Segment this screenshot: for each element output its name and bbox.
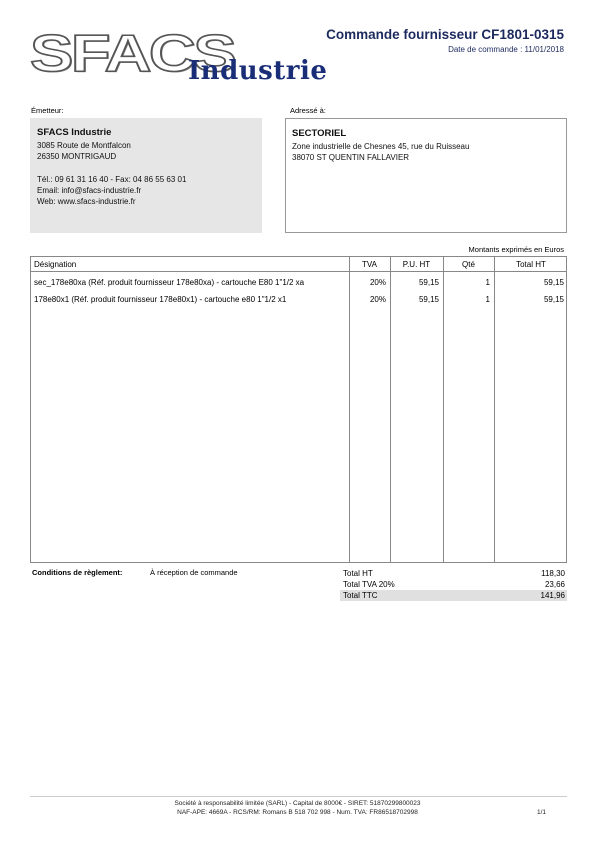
- recipient-name: SECTORIEL: [292, 128, 347, 139]
- sender-label: Émetteur:: [31, 106, 64, 115]
- document-title: Commande fournisseur CF1801-0315: [326, 27, 564, 42]
- logo-subtitle: Industrie: [188, 56, 328, 86]
- payment-terms-label: Conditions de règlement:: [32, 568, 123, 577]
- header-divider: [31, 271, 566, 272]
- sender-web: Web: www.sfacs-industrie.fr: [37, 197, 136, 207]
- logo-wordmark: SFACS: [30, 25, 235, 83]
- total-tva-label: Total TVA 20%: [343, 580, 395, 589]
- order-lines-table: [30, 256, 567, 563]
- recipient-address-line2: 38070 ST QUENTIN FALLAVIER: [292, 153, 410, 163]
- row-unit-price: 59,15: [418, 295, 439, 304]
- sender-address-line2: 26350 MONTRIGAUD: [37, 152, 117, 162]
- total-ttc-row: [340, 590, 567, 601]
- total-ht-row: [340, 568, 567, 579]
- row-designation: sec_178e80xa (Réf. produit fournisseur 178e80xa) - cartouche E80 1"1/2 xa: [34, 278, 305, 287]
- order-date: Date de commande : 11/01/2018: [448, 45, 564, 54]
- total-ttc-value: 141,96: [540, 591, 565, 600]
- page-number: 1/1: [536, 809, 546, 816]
- row-total-ht: 59,15: [543, 278, 564, 287]
- sender-name: SFACS Industrie: [37, 127, 112, 138]
- row-unit-price: 59,15: [418, 278, 439, 287]
- header-unit-price: P.U. HT: [402, 260, 431, 269]
- header-tva: TVA: [362, 260, 377, 269]
- total-ht-value: 118,30: [541, 569, 565, 578]
- sender-phone: Tél.: 09 61 31 16 40 - Fax: 04 86 55 63 01: [37, 174, 187, 184]
- footer-legal-line2: NAF-APE: 4669A - RCS/RM: Romans B 518 702 998 - Num. TVA: FR86518702998: [177, 809, 418, 816]
- sender-box: [30, 118, 262, 233]
- recipient-address-line1: Zone industrielle de Chesnes 45, rue du Ruisseau: [292, 142, 470, 151]
- total-ht-label: Total HT: [343, 569, 373, 578]
- header-quantity: Qté: [462, 260, 475, 269]
- row-designation: 178e80x1 (Réf. produit fournisseur 178e80x1) - cartouche e80 1"1/2 x1: [34, 295, 287, 304]
- row-tva: 20%: [369, 278, 386, 287]
- header-designation: Désignation: [34, 260, 77, 269]
- row-quantity: 1: [485, 278, 490, 287]
- total-ttc-label: Total TTC: [343, 591, 378, 600]
- footer-divider: [30, 796, 567, 797]
- payment-terms-value: À réception de commande: [150, 568, 238, 577]
- header-total-ht: Total HT: [516, 260, 546, 269]
- row-total-ht: 59,15: [543, 295, 564, 304]
- footer-legal-line1: Société à responsabilité limitée (SARL) - Capital de 8000€ - SIRET: 51870299800023: [174, 800, 421, 807]
- currency-note: Montants exprimés en Euros: [468, 245, 564, 254]
- sender-email: Email: info@sfacs-industrie.fr: [37, 185, 142, 195]
- company-logo: [30, 25, 328, 90]
- row-quantity: 1: [485, 295, 490, 304]
- total-tva-row: [340, 579, 567, 590]
- sender-address-line1: 3085 Route de Montfalcon: [37, 141, 131, 150]
- recipient-label: Adressé à:: [290, 106, 326, 115]
- recipient-box: [285, 118, 567, 233]
- total-tva-value: 23,66: [544, 580, 565, 589]
- row-tva: 20%: [369, 295, 386, 304]
